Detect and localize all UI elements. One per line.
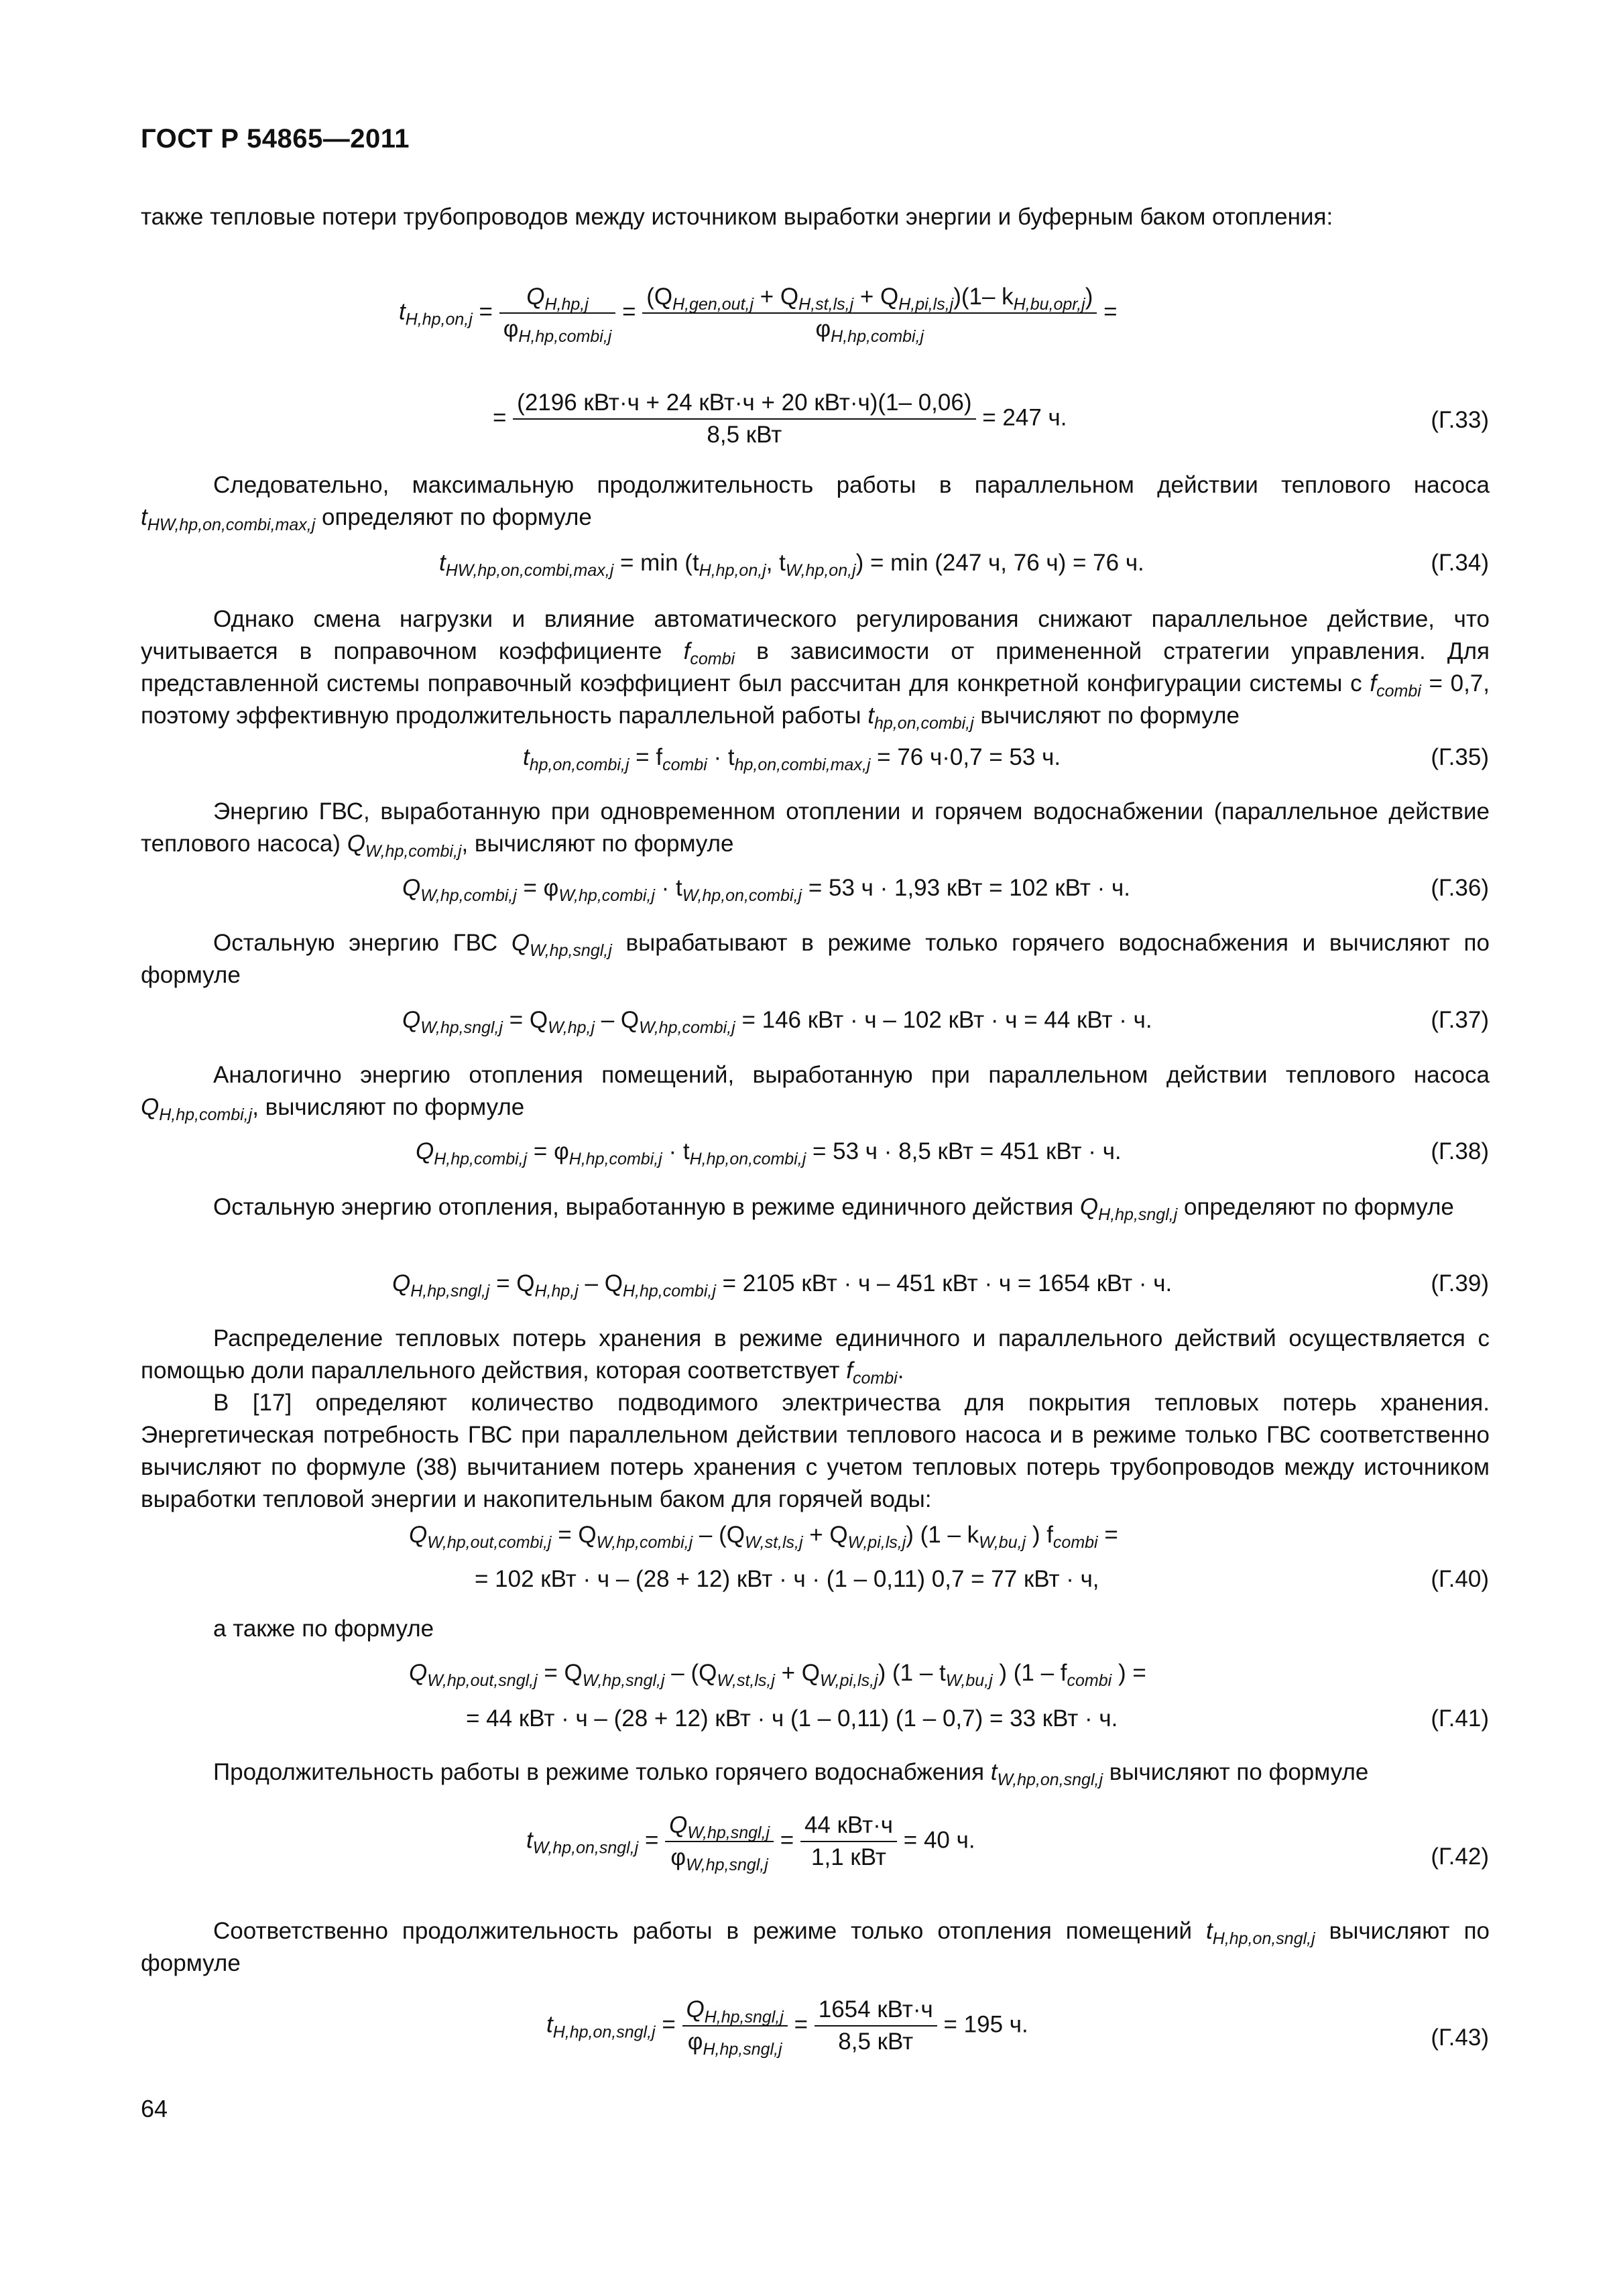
fraction: $\frac{Q_{H,hp,j}}{\varphi_{H,hp,combi,j}}$	[499, 282, 616, 345]
fraction: $\frac{Q_{H,hp,sngl,j}}{\varphi_{H,hp,sngl,j}}$	[682, 1994, 788, 2057]
paragraph: Соответственно продолжительность работы в режиме только отопления помещений $t_{H,hp,on,sngl,j}$ вычисляют по формуле	[141, 1918, 1490, 1976]
document-header: ГОСТ Р 54865—2011	[141, 124, 410, 154]
paragraph: Остальную энергию ГВС $Q_{W,hp,sngl,j}$ вырабатывают в режиме только горячего водоснабжения и вычисляют по формуле	[141, 930, 1490, 988]
equation-number: (Г.43)	[1431, 2025, 1489, 2051]
equation-number: (Г.36)	[1431, 875, 1489, 901]
equation-g35: $t_{hp,on,combi,j} = f_{combi} \cdot t_{hp,on,combi,max,j} = 76$ ч·0,7 = 53 ч.	[523, 744, 1061, 774]
equation-g37: $Q_{W,hp,sngl,j} = Q_{W,hp,j} - Q_{W,hp,combi,j} = 146$ кВт · ч – 102 кВт · ч = 44 кВт · ч.	[402, 1007, 1152, 1037]
equation-number: (Г.37)	[1431, 1007, 1489, 1033]
paragraph: Однако смена нагрузки и влияние автоматического регулирования снижают параллельное действие, что учитывается в поправочном коэффициенте $f_{combi}$ в зависимости от примененной стратегии управления. Для представленной системы поправочный коэффициент был рассчитан для конкретной конфигурации системы с $f_{combi} = 0,7$, поэтому эффективную продолжительность параллельной работы $t_{hp,on,combi,j}$ вычисляют по формуле	[141, 606, 1490, 733]
fraction: $\frac{\text{44 кВт·ч}}{\text{1,1 кВт}}$	[800, 1810, 897, 1873]
equation-g41-line1: $Q_{W,hp,out,sngl,j} = Q_{W,hp,sngl,j} - (Q_{W,st,ls,j} + Q_{W,pi,ls,j})$ ($1 - t_{W,bu,j}$ ) ($1 - f_{combi}$ ) =	[409, 1660, 1146, 1690]
page-number: 64	[141, 2095, 168, 2122]
equation-g34: $t_{HW,hp,on,combi,max,j} = \min (t_{H,hp,on,j}$, $t_{W,hp,on,j}) = \min (247$ ч, 76 ч) = 76 ч.	[439, 550, 1144, 580]
equation-g40-line2: = 102 кВт · ч – (28 + 12) кВт · ч · (1 – 0,11) 0,7 = 77 кВт · ч,	[475, 1566, 1099, 1592]
equation-g36: $Q_{W,hp,combi,j} = \varphi_{W,hp,combi,j} \cdot t_{W,hp,on,combi,j} = 53$ ч · 1,93 кВт = 102 кВт · ч.	[402, 875, 1130, 905]
equation-g38: $Q_{H,hp,combi,j} = \varphi_{H,hp,combi,j} \cdot t_{H,hp,on,combi,j} = 53$ ч · 8,5 кВт = 451 кВт · ч.	[416, 1138, 1122, 1168]
intro-paragraph: также тепловые потери трубопроводов между источником выработки энергии и буферным баком отопления:	[141, 204, 1333, 230]
equation-number: (Г.34)	[1431, 550, 1489, 576]
equation-g40-line1: $Q_{W,hp,out,combi,j} = Q_{W,hp,combi,j} - (Q_{W,st,ls,j} + Q_{W,pi,ls,j})$ ($1 - k_{W,bu,j}$ ) $f_{combi}$ =	[409, 1522, 1118, 1552]
equation-g41-line2: = 44 кВт · ч – (28 + 12) кВт · ч (1 – 0,11) (1 – 0,7) = 33 кВт · ч.	[466, 1705, 1118, 1732]
equation-number: (Г.35)	[1431, 744, 1489, 770]
equation-number: (Г.42)	[1431, 1844, 1489, 1870]
equation-g33-line1: $t_{H,hp,on,j}$ = $\frac{Q_{H,hp,j}}{\varphi_{H,hp,combi,j}}$ = $\frac{(Q_{H,gen,out,j} + Q_{H,st,ls,j} + Q_{H,pi,ls,j})(1- k_{H,bu,opr,j})}{\varphi_{H,hp,combi,j}}$ =	[399, 282, 1118, 345]
paragraph: Продолжительность работы в режиме только горячего водоснабжения $t_{W,hp,on,sngl,j}$ вычисляют по формуле	[213, 1759, 1369, 1789]
fraction: $\frac{Q_{W,hp,sngl,j}}{\varphi_{W,hp,sngl,j}}$	[665, 1810, 774, 1873]
equation-number: (Г.41)	[1431, 1705, 1489, 1732]
paragraph: а также по формуле	[213, 1616, 434, 1642]
equation-number: (Г.33)	[1431, 407, 1489, 433]
paragraph: В [17] определяют количество подводимого электричества для покрытия тепловых потерь хранения. Энергетическая потребность ГВС при параллельном действии теплового насоса и в режиме только ГВС соответственно вычисляют по формуле (38) вычитанием потерь хранения с учетом тепловых потерь трубопроводов между источником выработки тепловой энергии и накопительным баком для горячей воды:	[141, 1390, 1490, 1512]
paragraph: Следовательно, максимальную продолжительность работы в параллельном действии теплового насоса $t_{HW,hp,on,combi,max,j}$ определяют по формуле	[141, 472, 1490, 534]
equation-g39: $Q_{H,hp,sngl,j} = Q_{H,hp,j} - Q_{H,hp,combi,j} = 2105$ кВт · ч – 451 кВт · ч = 1654 кВт · ч.	[392, 1270, 1173, 1301]
fraction: $\frac{(Q_{H,gen,out,j} + Q_{H,st,ls,j} + Q_{H,pi,ls,j})(1- k_{H,bu,opr,j})}{\varphi_{H,hp,combi,j}}$	[642, 282, 1097, 345]
equation-number: (Г.39)	[1431, 1270, 1489, 1296]
equation-g33-line2: = $\frac{\text{(2196 кВт·ч + 24 кВт·ч + 20 кВт·ч)(1– 0,06)}}{\text{8,5 кВт}}$ = 247 ч.	[493, 387, 1067, 450]
equation-g43: $t_{H,hp,on,sngl,j}$ = $\frac{Q_{H,hp,sngl,j}}{\varphi_{H,hp,sngl,j}}$ = $\frac{\text{1654 кВт·ч}}{\text{8,5 кВт}}$ = 195 ч.	[546, 1994, 1028, 2057]
paragraph: Энергию ГВС, выработанную при одновременном отоплении и горячем водоснабжении (параллельное действие теплового насоса) $Q_{W,hp,combi,j}$, вычисляют по формуле	[141, 798, 1490, 861]
paragraph: Аналогично энергию отопления помещений, выработанную при параллельном действии теплового насоса $Q_{H,hp,combi,j}$, вычисляют по формуле	[141, 1062, 1490, 1124]
equation-number: (Г.38)	[1431, 1138, 1489, 1164]
fraction: $\frac{\text{(2196 кВт·ч + 24 кВт·ч + 20 кВт·ч)(1– 0,06)}}{\text{8,5 кВт}}$	[513, 387, 975, 450]
paragraph: Распределение тепловых потерь хранения в режиме единичного и параллельного действий осуществляется с помощью доли параллельного действия, которая соответствует $f_{combi}$.	[141, 1325, 1490, 1388]
equation-g42: $t_{W,hp,on,sngl,j}$ = $\frac{Q_{W,hp,sngl,j}}{\varphi_{W,hp,sngl,j}}$ = $\frac{\text{44 кВт·ч}}{\text{1,1 кВт}}$ = 40 ч.	[526, 1810, 975, 1873]
paragraph: Остальную энергию отопления, выработанную в режиме единичного действия $Q_{H,hp,sngl,j}$ определяют по формуле	[213, 1194, 1454, 1224]
equation-number: (Г.40)	[1431, 1566, 1489, 1592]
fraction: $\frac{\text{1654 кВт·ч}}{\text{8,5 кВт}}$	[815, 1994, 937, 2057]
